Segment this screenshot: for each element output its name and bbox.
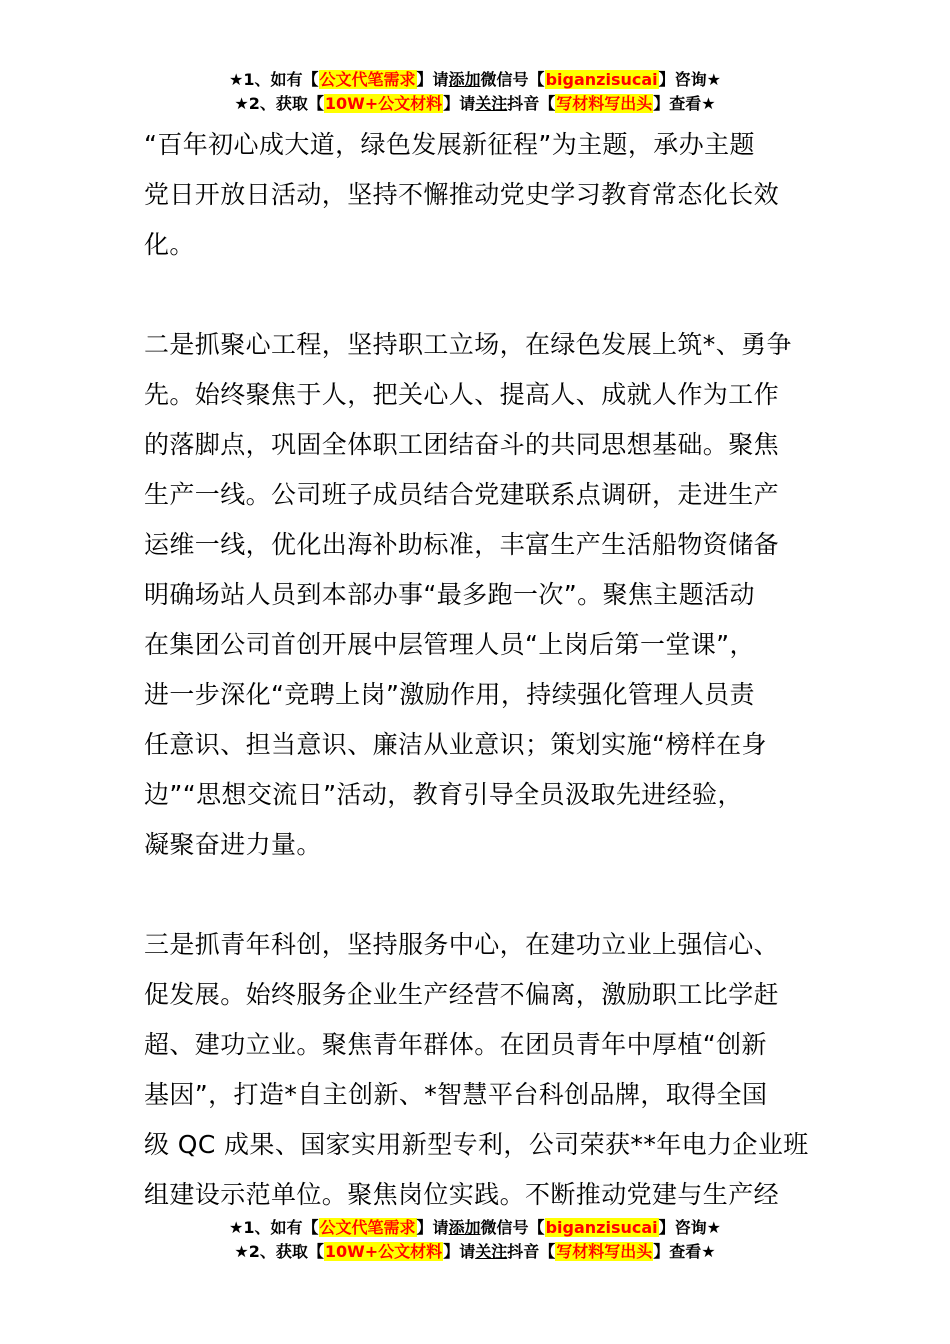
text-line: 二是抓聚心工程，坚持职工立场，在绿色发展上筑*、勇争 — [144, 330, 792, 359]
banner-highlight: 10W+公文材料 — [324, 94, 443, 113]
paragraph-2 — [144, 320, 812, 870]
text-line: 运维一线，优化出海补助标准，丰富生产生活船物资储备 — [144, 530, 780, 559]
banner-underline: 关注 — [475, 94, 508, 113]
banner-text: 】查看★ — [653, 94, 716, 113]
text-line: 凝聚奋进力量。 — [144, 830, 322, 859]
banner-line-2 — [0, 1240, 950, 1264]
text-line: 进一步深化“竞聘上岗”激励作用，持续强化管理人员责 — [144, 680, 755, 709]
banner-text: ★1、如有【 — [229, 70, 319, 89]
banner-underline: 添加 — [448, 70, 481, 89]
banner-highlight: 写材料写出头 — [556, 1242, 653, 1261]
paragraph-3 — [144, 920, 812, 1220]
banner-text: ★2、获取【 — [234, 1242, 324, 1261]
text-line: 基因”，打造*自主创新、*智慧平台科创品牌，取得全国 — [144, 1080, 768, 1109]
document-body — [144, 120, 812, 1220]
text-line: 级 QC 成果、国家实用新型专利，公司荣获**年电力企业班 — [144, 1130, 809, 1159]
text-line: 三是抓青年科创，坚持服务中心，在建功立业上强信心、 — [144, 930, 780, 959]
paragraph-gap — [144, 270, 812, 320]
banner-text: 】查看★ — [653, 1242, 716, 1261]
paragraph-1 — [144, 120, 812, 270]
banner-line-1 — [0, 1216, 950, 1240]
banner-highlight: 公文代笔需求 — [319, 70, 416, 89]
paragraph-gap — [144, 870, 812, 920]
banner-text: 微信号【 — [480, 1218, 545, 1237]
footer-banner — [0, 1216, 950, 1264]
banner-text: 】咨询★ — [658, 1218, 721, 1237]
banner-underline: 关注 — [475, 1242, 508, 1261]
banner-text: 】请 — [416, 1218, 449, 1237]
banner-text: 】请 — [416, 70, 449, 89]
text-line: 先。始终聚焦于人，把关心人、提高人、成就人作为工作 — [144, 380, 780, 409]
banner-text: 抖音【 — [507, 1242, 556, 1261]
text-line: “百年初心成大道，绿色发展新征程”为主题，承办主题 — [144, 130, 755, 159]
banner-text: 抖音【 — [507, 94, 556, 113]
banner-text: ★2、获取【 — [234, 94, 324, 113]
banner-highlight: 公文代笔需求 — [319, 1218, 416, 1237]
banner-text: 】请 — [443, 94, 476, 113]
text-line: 促发展。始终服务企业生产经营不偏离，激励职工比学赶 — [144, 980, 780, 1009]
text-line: 组建设示范单位。聚焦岗位实践。不断推动党建与生产经 — [144, 1180, 780, 1209]
banner-text: ★1、如有【 — [229, 1218, 319, 1237]
banner-text: 微信号【 — [480, 70, 545, 89]
text-line: 化。 — [144, 230, 195, 259]
banner-line-2 — [0, 92, 950, 116]
text-line: 的落脚点，巩固全体职工团结奋斗的共同思想基础。聚焦 — [144, 430, 780, 459]
banner-highlight: 10W+公文材料 — [324, 1242, 443, 1261]
banner-text: 】咨询★ — [658, 70, 721, 89]
banner-line-1 — [0, 68, 950, 92]
banner-underline: 添加 — [448, 1218, 481, 1237]
header-banner — [0, 68, 950, 116]
banner-text: 】请 — [443, 1242, 476, 1261]
text-line: 明确场站人员到本部办事“最多跑一次”。聚焦主题活动 — [144, 580, 755, 609]
text-line: 边”“思想交流日”活动，教育引导全员汲取先进经验， — [144, 780, 743, 809]
text-line: 超、建功立业。聚焦青年群体。在团员青年中厚植“创新 — [144, 1030, 767, 1059]
text-line: 在集团公司首创开展中层管理人员“上岗后第一堂课”， — [144, 630, 755, 659]
text-line: 生产一线。公司班子成员结合党建联系点调研，走进生产 — [144, 480, 780, 509]
text-line: 任意识、担当意识、廉洁从业意识；策划实施“榜样在身 — [144, 730, 767, 759]
text-line: 党日开放日活动，坚持不懈推动党史学习教育常态化长效 — [144, 180, 780, 209]
banner-highlight: biganzisucai — [545, 1218, 658, 1237]
banner-highlight: 写材料写出头 — [556, 94, 653, 113]
banner-highlight: biganzisucai — [545, 70, 658, 89]
